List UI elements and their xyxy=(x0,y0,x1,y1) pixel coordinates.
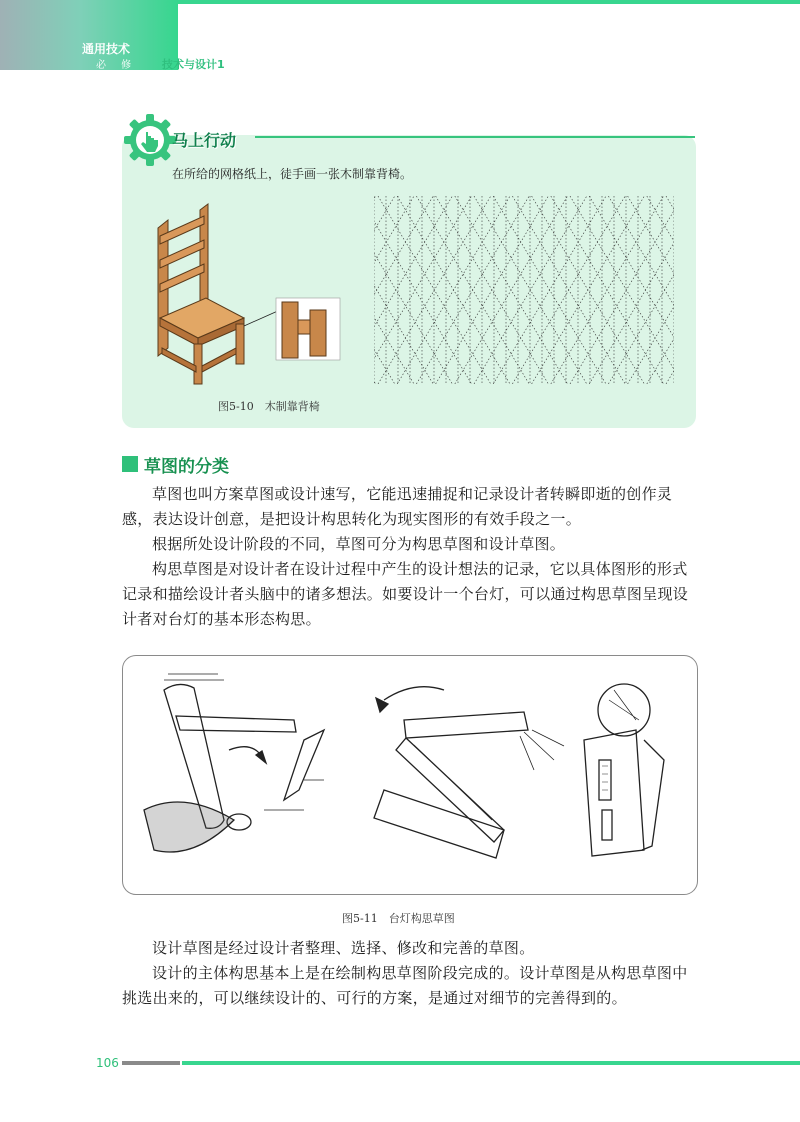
lamp-sketch-2 xyxy=(374,687,564,858)
section-title: 草图的分类 xyxy=(144,457,229,477)
activity-instruction: 在所给的网格纸上，徒手画一张木制靠背椅。 xyxy=(172,167,413,181)
paragraph: 设计的主体构思基本上是在绘制构思草图阶段完成的。设计草图是从构思草图中挑选出来的，可以继续设计的、可行的方案，是通过对细节的完善得到的。 xyxy=(122,964,688,1007)
footer-rule-gray xyxy=(122,1061,180,1065)
paragraph: 根据所处设计阶段的不同，草图可分为构思草图和设计草图。 xyxy=(152,535,566,553)
figure-caption-chair: 图5-10 木制靠背椅 xyxy=(218,400,320,413)
page-number: 106 xyxy=(96,1056,119,1070)
figure-caption-lamp: 图5-11 台灯构思草图 xyxy=(342,912,455,925)
paragraph: 构思草图是对设计者在设计过程中产生的设计想法的记录，它以具体图形的形式记录和描绘设计者头脑中的诸多想法。如要设计一个台灯，可以通过构思草图呈现设计者对台灯的基本形态构思。 xyxy=(122,560,689,628)
gear-hand-icon xyxy=(122,112,178,168)
lamp-sketch-1 xyxy=(144,674,324,852)
paragraph: 设计草图是经过设计者整理、选择、修改和完善的草图。 xyxy=(152,939,535,957)
paragraph: 草图也叫方案草图或设计速写，它能迅速捕捉和记录设计者转瞬即逝的创作灵感，表达设计创意，是把设计构思转化为现实图形的有效手段之一。 xyxy=(122,485,673,528)
isometric-grid-paper xyxy=(374,196,674,384)
series-title: 通用技术 xyxy=(82,42,131,56)
book-title: 技术与设计1 xyxy=(162,58,225,71)
activity-title: 马上行动 xyxy=(172,131,237,150)
volume-label: 必 修 xyxy=(96,60,138,71)
header-tab xyxy=(0,0,178,70)
section-marker xyxy=(122,456,138,472)
lamp-sketch-3 xyxy=(584,684,664,856)
wooden-chair-illustration xyxy=(148,198,356,388)
activity-title-rule xyxy=(255,136,695,138)
footer-rule-green xyxy=(182,1061,800,1065)
lamp-concept-sketches xyxy=(124,660,694,890)
